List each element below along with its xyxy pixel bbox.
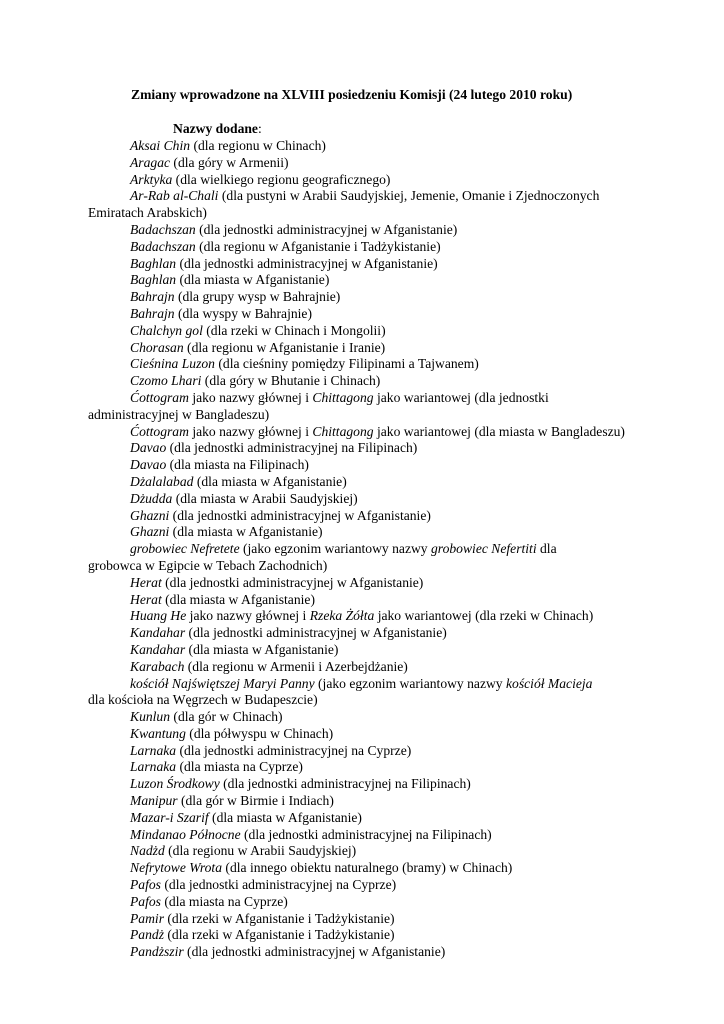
list-item — [88, 776, 708, 793]
list-item — [88, 592, 708, 609]
section-heading-colon: : — [257, 121, 262, 136]
entry-name: Chittagong — [312, 423, 374, 439]
entry-text: (dla regionu w Afganistanie i Tadżykistanie) — [195, 238, 441, 254]
entry-text: (dla jednostki administracyjnej na Filipinach) — [219, 776, 471, 792]
list-item — [88, 188, 708, 222]
list-item — [88, 373, 708, 390]
entry-text: (dla regionu w Armenii i Azerbejdżanie) — [184, 658, 408, 674]
entry-text: jako wariantowej (dla rzeki w Chinach) — [374, 608, 594, 624]
entry-name: Cieśnina Luzon — [130, 356, 215, 372]
entry-name: Chalchyn gol — [130, 322, 203, 338]
entry-text: (dla jednostki administracyjnej na Filipinach) — [240, 826, 492, 842]
list-item — [88, 743, 708, 760]
entry-text: (dla miasta w Afganistanie) — [185, 641, 339, 657]
entry-name: Pandższir — [130, 944, 184, 960]
list-item — [88, 222, 708, 239]
list-item — [88, 911, 708, 928]
list-item — [88, 390, 708, 424]
entry-name: Badachszan — [130, 238, 196, 254]
entry-text: (dla rzeki w Afganistanie i Tadżykistanie) — [163, 910, 395, 926]
list-item — [88, 356, 708, 373]
entry-text: (dla wyspy w Bahrajnie) — [174, 305, 312, 321]
list-item — [88, 323, 708, 340]
entry-text: grobowca w Egipcie w Tebach Zachodnich) — [88, 557, 328, 573]
list-item — [88, 810, 708, 827]
entry-name: Kandahar — [130, 641, 186, 657]
list-item — [88, 172, 708, 189]
entry-name: Chorasan — [130, 339, 184, 355]
entry-name: Bahrajn — [130, 289, 175, 305]
entry-name: Manipur — [130, 793, 178, 809]
entry-text: administracyjnej w Bangladeszu) — [88, 406, 270, 422]
entry-name: Bahrajn — [130, 305, 175, 321]
entry-text: (dla innego obiektu naturalnego (bramy) w Chinach) — [222, 860, 513, 876]
entry-text: (dla półwyspu w Chinach) — [185, 725, 334, 741]
entry-text: jako wariantowej (dla jednostki — [373, 389, 549, 405]
entry-text: (dla cieśniny pomiędzy Filipinami a Tajwanem) — [214, 356, 479, 372]
entry-name: Ar-Rab al-Chali — [130, 188, 219, 204]
list-item — [88, 524, 708, 541]
entry-name: Mindanao Północne — [130, 826, 241, 842]
entry-name: Pafos — [130, 893, 161, 909]
entry-name: Kandahar — [130, 625, 186, 641]
list-item — [88, 860, 708, 877]
list-item — [88, 508, 708, 525]
entry-text: (dla miasta w Afganistanie) — [193, 473, 347, 489]
entry-name: Badachszan — [130, 221, 196, 237]
entry-name: Rzeka Żółta — [309, 608, 375, 624]
entry-text: (dla jednostki administracyjnej na Cyprze) — [160, 877, 397, 893]
entry-text: (dla jednostki administracyjnej w Afganistanie) — [169, 507, 431, 523]
entry-name: Nefrytowe Wrota — [130, 860, 223, 876]
entry-name: Kwantung — [130, 725, 186, 741]
entry-name: Herat — [130, 591, 162, 607]
entry-continuation — [88, 407, 708, 424]
entry-name: Pamir — [130, 910, 164, 926]
list-item — [88, 138, 708, 155]
list-item — [88, 944, 708, 961]
list-item — [88, 793, 708, 810]
section-heading — [173, 121, 262, 138]
entry-text: (dla jednostki administracyjnej w Afganistanie) — [195, 221, 458, 237]
entry-text: (dla gór w Birmie i Indiach) — [177, 793, 334, 809]
entry-text: jako nazwy głównej i — [186, 608, 310, 624]
entry-name: Pafos — [130, 877, 161, 893]
entry-name: Ghazni — [130, 507, 170, 523]
list-item — [88, 289, 708, 306]
entry-name: grobowiec Nefertiti — [431, 541, 537, 557]
entry-name: Dżalalabad — [130, 473, 194, 489]
entry-text: jako wariantowej (dla miasta w Bangladeszu) — [373, 423, 625, 439]
entry-name: Karabach — [130, 658, 185, 674]
entry-name: Kunlun — [130, 709, 171, 725]
list-item — [88, 256, 708, 273]
entry-text: jako nazwy głównej i — [188, 389, 313, 405]
entry-text: (dla jednostki administracyjnej na Filipinach) — [166, 440, 418, 456]
entry-text: (dla jednostki administracyjnej w Afganistanie) — [185, 625, 447, 641]
entry-text: (dla miasta na Cyprze) — [160, 893, 288, 909]
entry-name: Mazar-i Szarif — [130, 809, 209, 825]
list-item — [88, 642, 708, 659]
entry-text: (dla miasta na Cyprze) — [176, 759, 303, 775]
entry-continuation — [88, 692, 708, 709]
entry-text: (jako egzonim wariantowy nazwy — [314, 675, 507, 691]
entry-name: kościół Macieja — [506, 675, 593, 691]
entry-name: Ćottogram — [130, 423, 189, 439]
entry-name: Davao — [130, 457, 167, 473]
entry-text: (dla rzeki w Afganistanie i Tadżykistanie) — [163, 927, 395, 943]
entry-text: dla — [536, 541, 557, 557]
entry-name: Pandż — [130, 927, 164, 943]
entry-text: (dla góry w Armenii) — [170, 154, 289, 170]
list-item — [88, 759, 708, 776]
entry-name: Chittagong — [312, 389, 374, 405]
entry-list — [88, 138, 708, 961]
entry-text: (dla miasta w Afganistanie) — [208, 809, 362, 825]
list-item — [88, 843, 708, 860]
entry-name: Dżudda — [130, 490, 173, 506]
entry-name: Larnaka — [130, 759, 177, 775]
entry-name: Huang He — [130, 608, 187, 624]
list-item — [88, 340, 708, 357]
entry-name: Baghlan — [130, 255, 177, 271]
document-title: Zmiany wprowadzone na XLVIII posiedzeniu Komisji (24 lutego 2010 roku) — [131, 87, 573, 102]
entry-text: (dla miasta w Afganistanie) — [176, 272, 330, 288]
entry-continuation — [88, 205, 708, 222]
entry-name: grobowiec Nefretete — [130, 541, 240, 557]
list-item — [88, 625, 708, 642]
entry-text: (dla miasta na Filipinach) — [166, 457, 309, 473]
entry-name: Aksai Chin — [130, 138, 191, 153]
entry-name: Larnaka — [130, 742, 177, 758]
list-item — [88, 676, 708, 710]
entry-text: (dla regionu w Arabii Saudyjskiej) — [164, 843, 357, 859]
list-item — [88, 440, 708, 457]
entry-text: (dla wielkiego regionu geograficznego) — [172, 171, 391, 187]
entry-name: Aragac — [130, 154, 171, 170]
entry-continuation — [88, 558, 708, 575]
entry-name: Baghlan — [130, 272, 177, 288]
entry-text: jako nazwy głównej i — [188, 423, 313, 439]
entry-name: Luzon Środkowy — [130, 776, 220, 792]
entry-text: (dla gór w Chinach) — [170, 709, 283, 725]
list-item — [88, 659, 708, 676]
entry-name: Czomo Lhari — [130, 373, 202, 389]
list-item — [88, 474, 708, 491]
entry-name: Nadżd — [130, 843, 165, 859]
list-item — [88, 491, 708, 508]
entry-name: kościół Najświętszej Maryi Panny — [130, 675, 315, 691]
entry-name: Davao — [130, 440, 167, 456]
list-item — [88, 272, 708, 289]
list-item — [88, 927, 708, 944]
entry-text: Emiratach Arabskich) — [88, 205, 207, 221]
entry-text: (dla miasta w Afganistanie) — [161, 591, 315, 607]
list-item — [88, 894, 708, 911]
list-item — [88, 306, 708, 323]
entry-text: (dla rzeki w Chinach i Mongolii) — [202, 322, 386, 338]
list-item — [88, 424, 708, 441]
entry-text: (dla regionu w Afganistanie i Iranie) — [183, 339, 386, 355]
entry-text: dla kościoła na Węgrzech w Budapeszcie) — [88, 692, 318, 708]
list-item — [88, 709, 708, 726]
list-item — [88, 457, 708, 474]
entry-text: (dla jednostki administracyjnej w Afganistanie) — [183, 944, 446, 960]
entry-text: (dla grupy wysp w Bahrajnie) — [174, 289, 341, 305]
entry-text: (dla jednostki administracyjnej w Afganistanie) — [161, 574, 424, 590]
entry-text: (dla pustyni w Arabii Saudyjskiej, Jemenie, Omanie i Zjednoczonych — [218, 188, 600, 204]
list-item — [88, 608, 708, 625]
entry-name: Herat — [130, 574, 162, 590]
entry-name: Arktyka — [130, 171, 173, 187]
list-item — [88, 541, 708, 575]
entry-name: Ćottogram — [130, 389, 189, 405]
list-item — [88, 155, 708, 172]
entry-text: (dla miasta w Arabii Saudyjskiej) — [172, 490, 358, 506]
section-heading-text: Nazwy dodane — [173, 121, 258, 136]
entry-text: (dla jednostki administracyjnej w Afganistanie) — [176, 255, 438, 271]
entry-text: (jako egzonim wariantowy nazwy — [239, 541, 431, 557]
list-item — [88, 575, 708, 592]
list-item — [88, 877, 708, 894]
list-item — [88, 726, 708, 743]
list-item — [88, 239, 708, 256]
entry-name: Ghazni — [130, 524, 170, 540]
entry-text: (dla jednostki administracyjnej na Cyprze) — [176, 742, 412, 758]
entry-text: (dla regionu w Chinach) — [190, 138, 326, 153]
entry-text: (dla miasta w Afganistanie) — [169, 524, 323, 540]
entry-text: (dla góry w Bhutanie i Chinach) — [201, 373, 381, 389]
list-item — [88, 827, 708, 844]
